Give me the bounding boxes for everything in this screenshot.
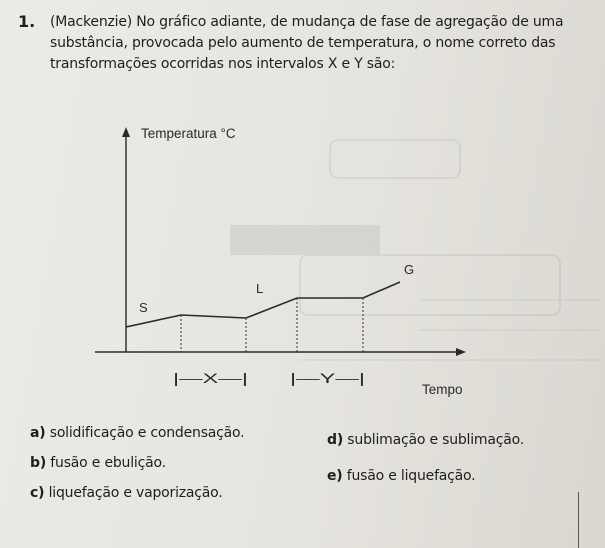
solid-phase-label: S — [139, 300, 148, 315]
option-a-text: solidificação e condensação. — [49, 425, 245, 441]
y-axis-arrow — [122, 127, 130, 137]
option-d[interactable] — [327, 432, 524, 448]
x-axis-arrow — [456, 348, 466, 356]
option-a[interactable] — [30, 425, 244, 441]
option-d-letter: d) — [327, 432, 344, 448]
page-margin-rule — [578, 492, 579, 548]
question-text: (Mackenzie) No gráfico adiante, de mudança de fase de agregação de uma substância, provocada pelo aumento de temperatura, o nome correto das transformações ocorridas nos intervalos X e Y são: — [50, 14, 564, 72]
option-e-text: fusão e liquefação. — [346, 468, 476, 484]
option-b-letter: b) — [30, 455, 47, 471]
option-e-letter: e) — [327, 468, 343, 484]
interval-x-label: |—X—| — [173, 371, 248, 386]
gas-phase-label: G — [404, 262, 415, 277]
option-c-letter: c) — [30, 485, 45, 501]
option-d-text: sublimação e sublimação. — [347, 432, 524, 448]
option-a-letter: a) — [30, 425, 46, 441]
question-number: 1. — [18, 12, 36, 31]
option-c-text: liquefação e vaporização. — [48, 485, 223, 501]
interval-y-label: |—Y—| — [290, 371, 365, 386]
option-b[interactable] — [30, 455, 166, 471]
option-e[interactable] — [327, 468, 475, 484]
option-c[interactable] — [30, 485, 223, 501]
x-axis-label: Tempo — [422, 382, 463, 397]
option-b-text: fusão e ebulição. — [50, 455, 166, 471]
liquid-phase-label: L — [256, 281, 264, 296]
y-axis-label: Temperatura °C — [141, 126, 236, 141]
